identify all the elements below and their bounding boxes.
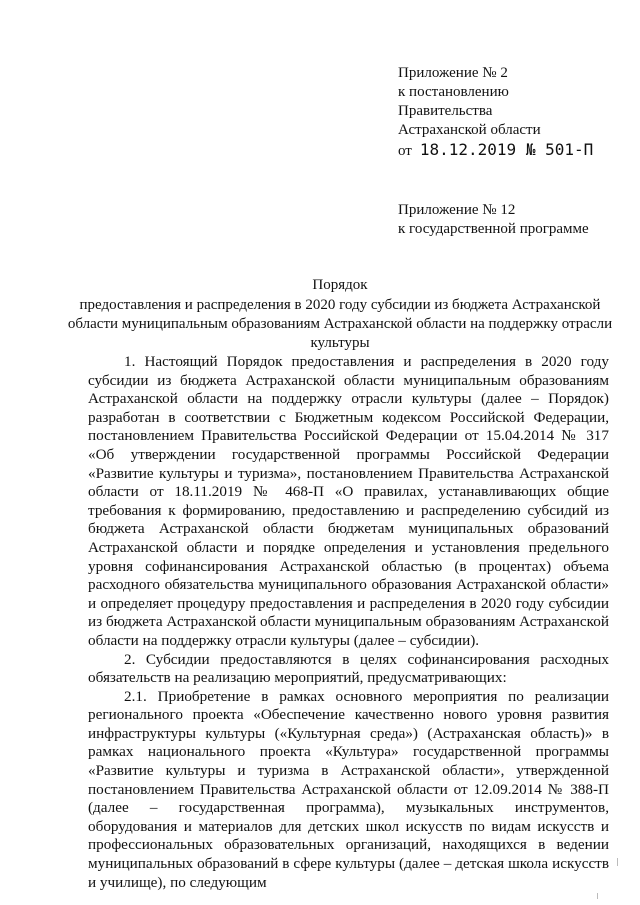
paragraph-2: 2. Субсидии предоставляются в целях софинансирования расходных обязательств на реализацию мероприятий, предусматривающих: [88,650,609,687]
title-heading: Порядок [312,277,368,293]
document-title [60,276,620,353]
attachment-2-line-2: к постановлению [398,84,509,100]
title-subtitle: предоставления и распределения в 2020 году субсидии из бюджета Астраханской области муниципальным образованиям Астраханской области на поддержку отрасли культуры [67,297,613,351]
attachment-12-line-1: Приложение № 12 [398,202,516,218]
attachment-2-header [398,64,593,161]
attachment-12-header [398,201,589,239]
scan-artifact-mark [617,858,618,866]
document-body [88,353,609,892]
paragraph-1: 1. Настоящий Порядок предоставления и распределения в 2020 году субсидии из бюджета Астраханской области муниципальным образованиям Астраханской области на поддержку отрасли культуры (далее – Порядок) разработан в соответствии с Бюджетным кодексом Российской Федерации, постановлением Правительства Российской Федерации от 15.04.2014 № 317 «Об утверждении государственной программы Российской Федерации «Развитие культуры и туризма», постановлением Правительства Астраханской области от 18.11.2019 № 468-П «О правилах, устанавливающих общие требования к формированию, предоставлению и распределению субсидий из бюджета Астраханской области бюджетам муниципальных образований Астраханской области и порядке определения и установления предельного уровня софинансирования Астраханской областью (в процентах) объема расходного обязательства муниципального образования Астраханской области» и определяет процедуру предоставления и распределения в 2020 году субсидии из бюджета Астраханской области муниципальным образованиям Астраханской области на поддержку отрасли культуры (далее – субсидии). [88,353,609,649]
attachment-2-date-line [398,140,593,161]
scan-artifact-mark [597,893,598,899]
date-prefix: от [398,143,412,159]
attachment-2-line-1: Приложение № 2 [398,65,508,81]
date-number-stamp: 18.12.2019 № 501-П [419,140,594,159]
paragraph-2-1: 2.1. Приобретение в рамках основного мероприятия по реализации регионального проекта «Обеспечение качественно нового уровня развития инфраструктуры культуры («Культурная среда») (Астраханская область)» в рамках национального проекта «Культура» государственной программы «Развитие культуры и туризма в Астраханской области», утвержденной постановлением Правительства Астраханской области от 12.09.2014 № 388-П (далее – государственная программа), музыкальных инструментов, оборудования и материалов для детских школ искусств по видам искусств и профессиональных образовательных организаций, находящихся в ведении муниципальных образований в сфере культуры (далее – детская школа искусств и училище), по следующим [88,687,609,891]
attachment-2-line-4: Астраханской области [398,122,541,138]
attachment-12-line-2: к государственной программе [398,221,589,237]
attachment-2-line-3: Правительства [398,103,493,119]
